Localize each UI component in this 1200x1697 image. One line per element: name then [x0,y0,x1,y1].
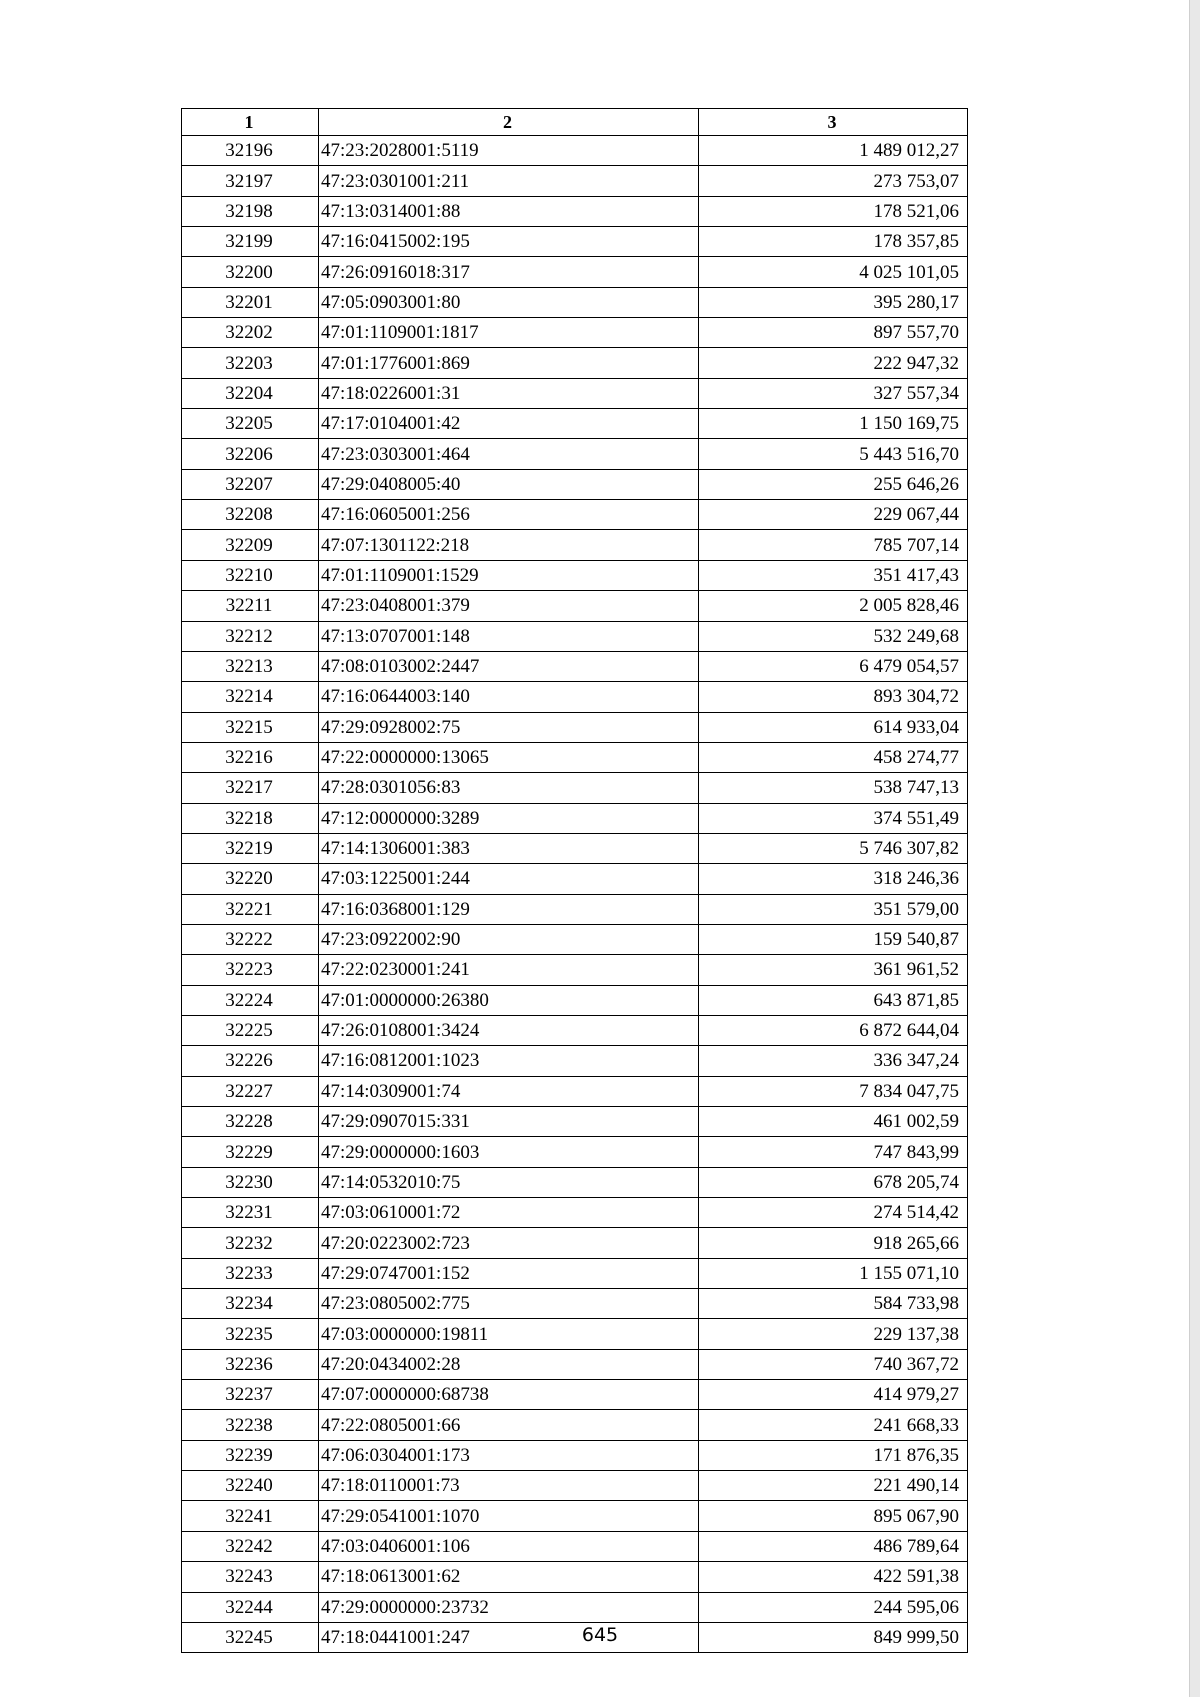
row-number-cell: 32227 [182,1076,319,1106]
cadastral-id-cell: 47:20:0434002:28 [319,1349,699,1379]
cadastral-id-cell: 47:16:0368001:129 [319,894,699,924]
table-row [182,287,968,317]
cadastral-id-cell: 47:18:0226001:31 [319,378,699,408]
table-row [182,1228,968,1258]
cadastral-id-cell: 47:13:0707001:148 [319,621,699,651]
page-edge-strip [1189,0,1200,1697]
value-cell: 538 747,13 [699,773,968,803]
table-row [182,1501,968,1531]
table-row [182,469,968,499]
table-row [182,166,968,196]
value-cell: 361 961,52 [699,955,968,985]
table-header-row [182,109,968,136]
row-number-cell: 32239 [182,1440,319,1470]
row-number-cell: 32201 [182,287,319,317]
row-number-cell: 32208 [182,500,319,530]
table-row [182,1319,968,1349]
value-cell: 532 249,68 [699,621,968,651]
value-cell: 740 367,72 [699,1349,968,1379]
cadastral-id-cell: 47:16:0812001:1023 [319,1046,699,1076]
table-row [182,682,968,712]
cadastral-id-cell: 47:14:0532010:75 [319,1167,699,1197]
cadastral-id-cell: 47:20:0223002:723 [319,1228,699,1258]
row-number-cell: 32220 [182,864,319,894]
value-cell: 678 205,74 [699,1167,968,1197]
row-number-cell: 32203 [182,348,319,378]
table-row [182,1410,968,1440]
table-row [182,1137,968,1167]
value-cell: 897 557,70 [699,318,968,348]
value-cell: 458 274,77 [699,742,968,772]
table-row [182,439,968,469]
value-cell: 229 137,38 [699,1319,968,1349]
value-cell: 1 489 012,27 [699,136,968,166]
cadastral-id-cell: 47:26:0916018:317 [319,257,699,287]
cadastral-id-cell: 47:18:0110001:73 [319,1471,699,1501]
table-row [182,742,968,772]
table-row [182,1531,968,1561]
value-cell: 747 843,99 [699,1137,968,1167]
cadastral-id-cell: 47:29:0000000:23732 [319,1592,699,1622]
value-cell: 422 591,38 [699,1562,968,1592]
table-row [182,257,968,287]
cadastral-id-cell: 47:23:0922002:90 [319,924,699,954]
row-number-cell: 32244 [182,1592,319,1622]
value-cell: 6 872 644,04 [699,1015,968,1045]
table-row [182,500,968,530]
value-cell: 461 002,59 [699,1107,968,1137]
table-body [182,136,968,1653]
cadastral-id-cell: 47:14:1306001:383 [319,833,699,863]
value-cell: 178 357,85 [699,227,968,257]
row-number-cell: 32228 [182,1107,319,1137]
value-cell: 395 280,17 [699,287,968,317]
row-number-cell: 32222 [182,924,319,954]
cadastral-id-cell: 47:29:0000000:1603 [319,1137,699,1167]
table-row [182,1349,968,1379]
value-cell: 486 789,64 [699,1531,968,1561]
row-number-cell: 32215 [182,712,319,742]
row-number-cell: 32245 [182,1622,319,1652]
table-row [182,136,968,166]
value-cell: 241 668,33 [699,1410,968,1440]
table-row [182,621,968,651]
row-number-cell: 32224 [182,985,319,1015]
cadastral-id-cell: 47:18:0613001:62 [319,1562,699,1592]
row-number-cell: 32225 [182,1015,319,1045]
column-header-cadastral-id: 2 [319,109,699,136]
table-row [182,591,968,621]
table-row [182,1562,968,1592]
row-number-cell: 32243 [182,1562,319,1592]
row-number-cell: 32200 [182,257,319,287]
row-number-cell: 32211 [182,591,319,621]
cadastral-id-cell: 47:26:0108001:3424 [319,1015,699,1045]
cadastral-id-cell: 47:06:0304001:173 [319,1440,699,1470]
cadastral-id-cell: 47:12:0000000:3289 [319,803,699,833]
cadastral-id-cell: 47:16:0415002:195 [319,227,699,257]
row-number-cell: 32235 [182,1319,319,1349]
cadastral-id-cell: 47:22:0230001:241 [319,955,699,985]
cadastral-id-cell: 47:03:0406001:106 [319,1531,699,1561]
row-number-cell: 32205 [182,409,319,439]
page-number: 645 [581,1624,619,1646]
cadastral-id-cell: 47:23:0805002:775 [319,1289,699,1319]
cadastral-id-cell: 47:01:1109001:1817 [319,318,699,348]
value-cell: 2 005 828,46 [699,591,968,621]
table-row [182,1289,968,1319]
row-number-cell: 32210 [182,560,319,590]
value-cell: 643 871,85 [699,985,968,1015]
row-number-cell: 32230 [182,1167,319,1197]
value-cell: 7 834 047,75 [699,1076,968,1106]
cadastral-id-cell: 47:07:0000000:68738 [319,1380,699,1410]
table-row [182,1471,968,1501]
row-number-cell: 32218 [182,803,319,833]
value-cell: 414 979,27 [699,1380,968,1410]
value-cell: 327 557,34 [699,378,968,408]
table-row [182,1380,968,1410]
cadastral-id-cell: 47:01:0000000:26380 [319,985,699,1015]
row-number-cell: 32219 [182,833,319,863]
table-row [182,773,968,803]
row-number-cell: 32198 [182,196,319,226]
cadastral-id-cell: 47:17:0104001:42 [319,409,699,439]
value-cell: 336 347,24 [699,1046,968,1076]
value-cell: 318 246,36 [699,864,968,894]
value-cell: 5 746 307,82 [699,833,968,863]
row-number-cell: 32216 [182,742,319,772]
table-row [182,894,968,924]
value-cell: 178 521,06 [699,196,968,226]
cadastral-id-cell: 47:22:0805001:66 [319,1410,699,1440]
value-cell: 4 025 101,05 [699,257,968,287]
table-row [182,1440,968,1470]
table-row [182,409,968,439]
cadastral-id-cell: 47:29:0747001:152 [319,1258,699,1288]
row-number-cell: 32226 [182,1046,319,1076]
value-cell: 1 150 169,75 [699,409,968,439]
cadastral-id-cell: 47:29:0928002:75 [319,712,699,742]
row-number-cell: 32197 [182,166,319,196]
column-header-number: 1 [182,109,319,136]
cadastral-id-cell: 47:13:0314001:88 [319,196,699,226]
table-row [182,1015,968,1045]
value-cell: 1 155 071,10 [699,1258,968,1288]
row-number-cell: 32238 [182,1410,319,1440]
row-number-cell: 32232 [182,1228,319,1258]
cadastral-id-cell: 47:23:0408001:379 [319,591,699,621]
table-row [182,955,968,985]
cadastral-id-cell: 47:03:0000000:19811 [319,1319,699,1349]
value-cell: 171 876,35 [699,1440,968,1470]
table-row [182,1258,968,1288]
row-number-cell: 32202 [182,318,319,348]
row-number-cell: 32241 [182,1501,319,1531]
cadastral-id-cell: 47:14:0309001:74 [319,1076,699,1106]
table-row [182,1592,968,1622]
row-number-cell: 32206 [182,439,319,469]
table-row [182,833,968,863]
value-cell: 5 443 516,70 [699,439,968,469]
value-cell: 244 595,06 [699,1592,968,1622]
row-number-cell: 32217 [182,773,319,803]
value-cell: 584 733,98 [699,1289,968,1319]
row-number-cell: 32213 [182,651,319,681]
cadastral-id-cell: 47:28:0301056:83 [319,773,699,803]
row-number-cell: 32214 [182,682,319,712]
table-row [182,1107,968,1137]
cadastral-id-cell: 47:18:0441001:247 [319,1622,699,1652]
row-number-cell: 32233 [182,1258,319,1288]
value-cell: 893 304,72 [699,682,968,712]
table-row [182,196,968,226]
table-row [182,1076,968,1106]
value-cell: 374 551,49 [699,803,968,833]
table-row [182,803,968,833]
value-cell: 255 646,26 [699,469,968,499]
cadastral-id-cell: 47:05:0903001:80 [319,287,699,317]
cadastral-id-cell: 47:01:1776001:869 [319,348,699,378]
cadastral-id-cell: 47:23:2028001:5119 [319,136,699,166]
cadastral-value-table [181,108,968,1653]
row-number-cell: 32212 [182,621,319,651]
table-row [182,1046,968,1076]
table-row [182,651,968,681]
value-cell: 274 514,42 [699,1198,968,1228]
row-number-cell: 32234 [182,1289,319,1319]
value-cell: 273 753,07 [699,166,968,196]
cadastral-id-cell: 47:01:1109001:1529 [319,560,699,590]
row-number-cell: 32204 [182,378,319,408]
row-number-cell: 32236 [182,1349,319,1379]
row-number-cell: 32229 [182,1137,319,1167]
row-number-cell: 32240 [182,1471,319,1501]
row-number-cell: 32196 [182,136,319,166]
value-cell: 229 067,44 [699,500,968,530]
cadastral-id-cell: 47:23:0303001:464 [319,439,699,469]
value-cell: 221 490,14 [699,1471,968,1501]
cadastral-id-cell: 47:29:0907015:331 [319,1107,699,1137]
table-row [182,530,968,560]
table-row [182,864,968,894]
table-row [182,1167,968,1197]
value-cell: 614 933,04 [699,712,968,742]
row-number-cell: 32242 [182,1531,319,1561]
table-row [182,348,968,378]
cadastral-id-cell: 47:07:1301122:218 [319,530,699,560]
row-number-cell: 32237 [182,1380,319,1410]
cadastral-id-cell: 47:03:1225001:244 [319,864,699,894]
value-cell: 159 540,87 [699,924,968,954]
value-cell: 6 479 054,57 [699,651,968,681]
table-row [182,318,968,348]
row-number-cell: 32223 [182,955,319,985]
cadastral-id-cell: 47:08:0103002:2447 [319,651,699,681]
cadastral-id-cell: 47:03:0610001:72 [319,1198,699,1228]
column-header-value: 3 [699,109,968,136]
value-cell: 351 417,43 [699,560,968,590]
row-number-cell: 32207 [182,469,319,499]
cadastral-id-cell: 47:29:0541001:1070 [319,1501,699,1531]
value-cell: 351 579,00 [699,894,968,924]
cadastral-id-cell: 47:16:0605001:256 [319,500,699,530]
table-row [182,924,968,954]
value-cell: 785 707,14 [699,530,968,560]
value-cell: 918 265,66 [699,1228,968,1258]
table-row [182,560,968,590]
table-row [182,1198,968,1228]
value-cell: 222 947,32 [699,348,968,378]
cadastral-id-cell: 47:16:0644003:140 [319,682,699,712]
row-number-cell: 32231 [182,1198,319,1228]
table-row [182,985,968,1015]
cadastral-id-cell: 47:22:0000000:13065 [319,742,699,772]
cadastral-id-cell: 47:29:0408005:40 [319,469,699,499]
row-number-cell: 32221 [182,894,319,924]
table-row [182,227,968,257]
value-cell: 849 999,50 [699,1622,968,1652]
row-number-cell: 32209 [182,530,319,560]
value-cell: 895 067,90 [699,1501,968,1531]
row-number-cell: 32199 [182,227,319,257]
table-row [182,378,968,408]
cadastral-id-cell: 47:23:0301001:211 [319,166,699,196]
table-row [182,712,968,742]
